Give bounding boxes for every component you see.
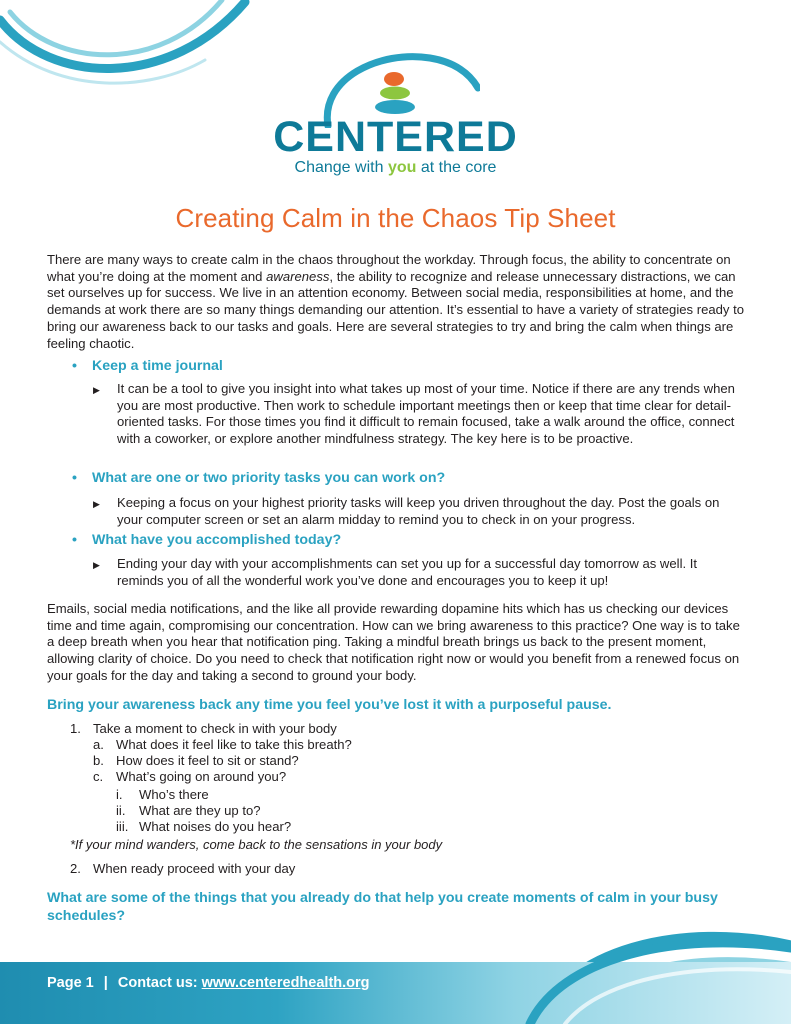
website-link[interactable]: www.centeredhealth.org <box>201 975 370 991</box>
intro-text-2: , the ability to recognize and release unnecessary distractions, we can set ourselves up for success. We live in an attention economy. Between social media, responsibilities at home, and the demands at work there are so many things demanding our attention. It’s essential to have a variety of strategies ready to bring our awareness back to our tasks and goals. Here are several strategies to try and bring the calm when things are feeling chaotic. <box>47 268 745 351</box>
strategy-heading-text: Keep a time journal <box>92 358 223 374</box>
step-2 <box>70 861 295 877</box>
step-1a <box>93 737 352 753</box>
strategy-detail-2 <box>93 495 743 528</box>
brand-tagline <box>0 159 791 177</box>
strategy-detail-text: Ending your day with your accomplishments can set you up for a successful day tomorrow as well. It reminds you of all the wonderful work you’ve done and encourages you to keep it up! <box>117 556 698 588</box>
step-text: How does it feel to sit or stand? <box>116 753 299 768</box>
triangle-bullet-icon: ▶ <box>93 499 100 509</box>
strategy-detail-text: It can be a tool to give you insight into what takes up most of your time. Notice if there are any trends when you are most productive. Then work to schedule important meetings then or keep that time clear for detail-oriented tasks. For those times you find it difficult to remain focused, take a walk around the office, connect with a coworker, or explore another mindfulness strategy. The key here is to be proactive. <box>117 381 735 447</box>
step-text: Who’s there <box>139 787 209 802</box>
page-number: Page 1 <box>47 975 94 991</box>
intro-italic-word: awareness <box>266 268 330 284</box>
strategy-detail-text: Keeping a focus on your highest priority tasks will keep you driven throughout the day. Post the goals on your computer screen or set an alarm midday to remind you to check in on your progress. <box>117 495 720 527</box>
centered-logo <box>0 48 791 188</box>
step-number: 1. <box>70 721 81 736</box>
step-letter: c. <box>93 769 104 784</box>
footer-text <box>47 975 370 991</box>
tagline-emphasis: you <box>387 159 417 176</box>
bullet-dot-icon: • <box>72 470 77 486</box>
step-1c <box>93 769 286 785</box>
strategy-detail-1 <box>93 381 743 448</box>
closing-question: What are some of the things that you already do that help you create moments of calm in your busy schedules? <box>47 890 718 924</box>
mind-wanders-note: *If your mind wanders, come back to the sensations in your body <box>70 837 443 852</box>
step-1c-ii <box>116 803 261 819</box>
step-number: 2. <box>70 861 81 876</box>
step-letter: a. <box>93 737 104 752</box>
triangle-bullet-icon: ▶ <box>93 385 100 395</box>
step-letter: b. <box>93 753 104 768</box>
step-text: What noises do you hear? <box>139 819 292 834</box>
dopamine-paragraph: Emails, social media notifications, and the like all provide rewarding dopamine hits which has us checking our devices time and time again, compromising our concentration. How can we bring awareness to this practice? One way is to take a deep breath when you hear that notification ping. Taking a mindful breath brings us back to the present moment, allowing clarity of choice. Do you need to check that notification right now or would you benefit from a renewed focus on your goals for the day and taking a second to ground your body. <box>47 601 740 683</box>
strategy-heading-text: What have you accomplished today? <box>92 532 342 548</box>
bullet-dot-icon: • <box>72 358 77 374</box>
step-roman: iii. <box>116 819 129 834</box>
page-title: Creating Calm in the Chaos Tip Sheet <box>175 203 616 233</box>
tagline-after: at the core <box>420 159 497 176</box>
brand-name: CENTERED <box>273 113 518 161</box>
footer-swoosh-decoration <box>520 930 791 1024</box>
intro-text-1: There are many ways to create calm in the chaos throughout the workday. Through focus, the ability to concentrate on what you’re doing at the moment and <box>47 252 731 284</box>
strategy-heading-text: What are one or two priority tasks you can work on? <box>92 470 446 486</box>
strategy-detail-3 <box>93 556 743 589</box>
step-text: Take a moment to check in with your body <box>93 721 337 736</box>
strategy-heading-1 <box>72 358 223 374</box>
strategy-heading-3 <box>72 532 341 548</box>
step-text: When ready proceed with your day <box>93 861 296 876</box>
step-1 <box>70 721 337 737</box>
step-text: What does it feel like to take this breath? <box>116 737 352 752</box>
intro-paragraph <box>47 252 747 352</box>
bullet-dot-icon: • <box>72 532 77 548</box>
tagline-before: Change with <box>294 159 384 176</box>
contact-label: Contact us: <box>117 975 198 991</box>
step-text: What are they up to? <box>139 803 261 818</box>
step-1c-i <box>116 787 209 803</box>
strategy-heading-2 <box>72 470 445 486</box>
step-1c-iii <box>116 819 291 835</box>
step-text: What’s going on around you? <box>116 769 287 784</box>
step-roman: i. <box>116 787 123 802</box>
triangle-bullet-icon: ▶ <box>93 560 100 570</box>
step-roman: ii. <box>116 803 126 818</box>
footer-separator: | <box>103 975 108 991</box>
step-1b <box>93 753 299 769</box>
pause-heading: Bring your awareness back any time you feel you’ve lost it with a purposeful pause. <box>47 697 612 713</box>
